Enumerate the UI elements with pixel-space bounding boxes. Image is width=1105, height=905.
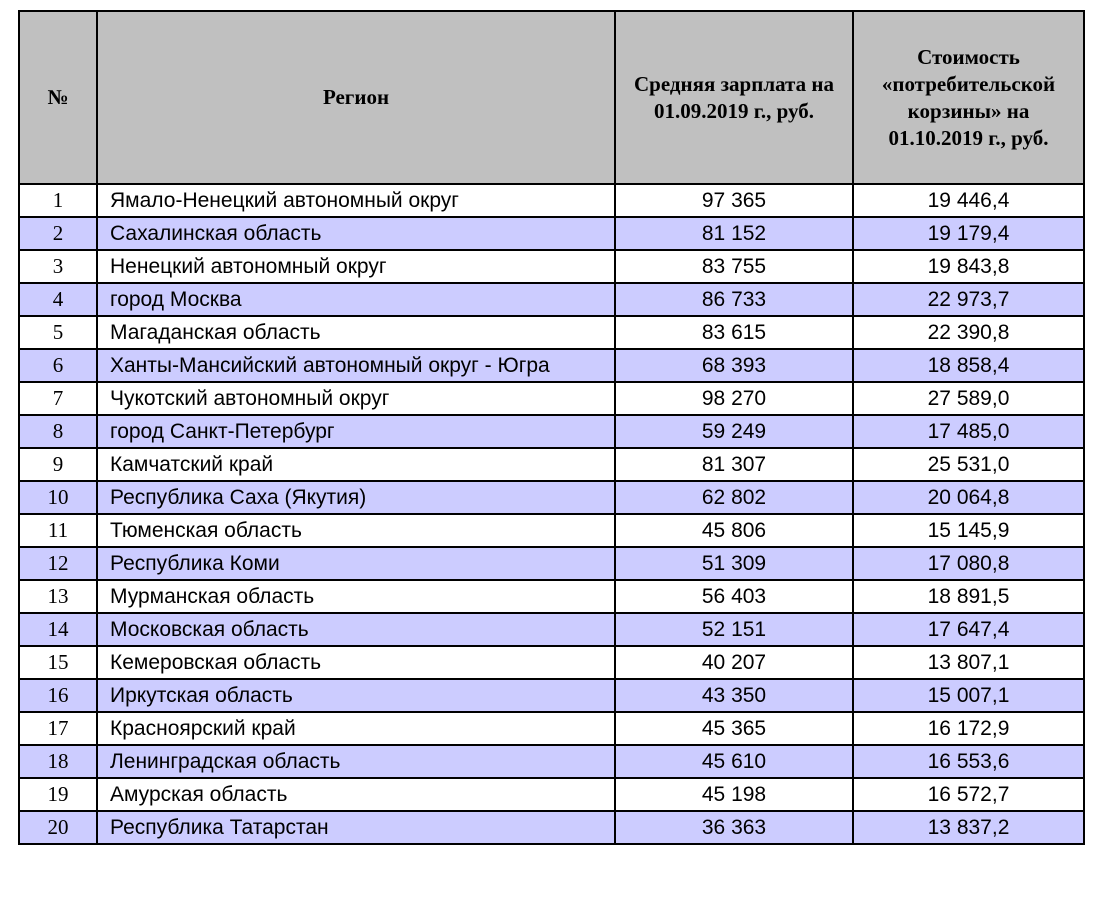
cell-num: 7 xyxy=(19,382,97,415)
cell-salary: 83 615 xyxy=(615,316,853,349)
cell-num: 20 xyxy=(19,811,97,844)
cell-region: Республика Татарстан xyxy=(97,811,615,844)
cell-basket: 17 080,8 xyxy=(853,547,1084,580)
cell-basket: 19 179,4 xyxy=(853,217,1084,250)
cell-basket: 16 572,7 xyxy=(853,778,1084,811)
cell-region: Красноярский край xyxy=(97,712,615,745)
cell-salary: 62 802 xyxy=(615,481,853,514)
table-row xyxy=(19,349,1084,382)
cell-salary: 36 363 xyxy=(615,811,853,844)
cell-salary: 97 365 xyxy=(615,184,853,217)
cell-basket: 17 647,4 xyxy=(853,613,1084,646)
header-salary: Средняя зарплата на 01.09.2019 г., руб. xyxy=(615,11,853,184)
cell-num: 17 xyxy=(19,712,97,745)
table-row xyxy=(19,184,1084,217)
cell-region: Ленинградская область xyxy=(97,745,615,778)
cell-num: 4 xyxy=(19,283,97,316)
cell-region: Республика Саха (Якутия) xyxy=(97,481,615,514)
cell-basket: 13 807,1 xyxy=(853,646,1084,679)
table-row xyxy=(19,580,1084,613)
cell-region: Тюменская область xyxy=(97,514,615,547)
cell-salary: 59 249 xyxy=(615,415,853,448)
cell-basket: 22 390,8 xyxy=(853,316,1084,349)
table-row xyxy=(19,613,1084,646)
table-row xyxy=(19,316,1084,349)
cell-num: 1 xyxy=(19,184,97,217)
table-row xyxy=(19,778,1084,811)
cell-num: 18 xyxy=(19,745,97,778)
cell-salary: 81 307 xyxy=(615,448,853,481)
cell-num: 16 xyxy=(19,679,97,712)
table-row xyxy=(19,448,1084,481)
cell-num: 8 xyxy=(19,415,97,448)
table-row xyxy=(19,481,1084,514)
cell-region: Камчатский край xyxy=(97,448,615,481)
cell-region: Магаданская область xyxy=(97,316,615,349)
cell-basket: 15 007,1 xyxy=(853,679,1084,712)
cell-region: Московская область xyxy=(97,613,615,646)
cell-num: 9 xyxy=(19,448,97,481)
cell-region: Иркутская область xyxy=(97,679,615,712)
cell-basket: 19 843,8 xyxy=(853,250,1084,283)
cell-region: Кемеровская область xyxy=(97,646,615,679)
table-row xyxy=(19,811,1084,844)
cell-salary: 40 207 xyxy=(615,646,853,679)
cell-region: Ямало-Ненецкий автономный округ xyxy=(97,184,615,217)
cell-salary: 81 152 xyxy=(615,217,853,250)
table-row xyxy=(19,745,1084,778)
cell-salary: 45 365 xyxy=(615,712,853,745)
header-basket: Стоимость «потребительской корзины» на 01.10.2019 г., руб. xyxy=(853,11,1084,184)
cell-salary: 43 350 xyxy=(615,679,853,712)
table-row xyxy=(19,514,1084,547)
cell-num: 6 xyxy=(19,349,97,382)
cell-salary: 86 733 xyxy=(615,283,853,316)
table-row xyxy=(19,283,1084,316)
cell-salary: 52 151 xyxy=(615,613,853,646)
table-body xyxy=(19,184,1084,844)
cell-basket: 18 891,5 xyxy=(853,580,1084,613)
cell-basket: 18 858,4 xyxy=(853,349,1084,382)
header-row xyxy=(19,11,1084,184)
cell-salary: 68 393 xyxy=(615,349,853,382)
region-salary-table xyxy=(18,10,1085,845)
cell-region: Республика Коми xyxy=(97,547,615,580)
cell-region: город Санкт-Петербург xyxy=(97,415,615,448)
cell-basket: 27 589,0 xyxy=(853,382,1084,415)
table-row xyxy=(19,382,1084,415)
cell-region: Сахалинская область xyxy=(97,217,615,250)
header-region: Регион xyxy=(97,11,615,184)
cell-num: 5 xyxy=(19,316,97,349)
cell-basket: 20 064,8 xyxy=(853,481,1084,514)
cell-salary: 45 806 xyxy=(615,514,853,547)
table-header xyxy=(19,11,1084,184)
cell-basket: 15 145,9 xyxy=(853,514,1084,547)
cell-num: 11 xyxy=(19,514,97,547)
cell-num: 19 xyxy=(19,778,97,811)
cell-basket: 16 553,6 xyxy=(853,745,1084,778)
cell-salary: 45 198 xyxy=(615,778,853,811)
table-row xyxy=(19,217,1084,250)
cell-num: 13 xyxy=(19,580,97,613)
table-row xyxy=(19,679,1084,712)
cell-num: 10 xyxy=(19,481,97,514)
cell-basket: 19 446,4 xyxy=(853,184,1084,217)
cell-region: город Москва xyxy=(97,283,615,316)
cell-salary: 83 755 xyxy=(615,250,853,283)
cell-num: 12 xyxy=(19,547,97,580)
table-row xyxy=(19,547,1084,580)
cell-salary: 51 309 xyxy=(615,547,853,580)
cell-basket: 13 837,2 xyxy=(853,811,1084,844)
cell-basket: 25 531,0 xyxy=(853,448,1084,481)
header-num: № xyxy=(19,11,97,184)
cell-salary: 56 403 xyxy=(615,580,853,613)
cell-salary: 98 270 xyxy=(615,382,853,415)
table-row xyxy=(19,646,1084,679)
cell-num: 14 xyxy=(19,613,97,646)
table-row xyxy=(19,250,1084,283)
cell-salary: 45 610 xyxy=(615,745,853,778)
cell-region: Амурская область xyxy=(97,778,615,811)
cell-num: 2 xyxy=(19,217,97,250)
cell-basket: 22 973,7 xyxy=(853,283,1084,316)
cell-num: 15 xyxy=(19,646,97,679)
table-row xyxy=(19,712,1084,745)
table-row xyxy=(19,415,1084,448)
cell-basket: 17 485,0 xyxy=(853,415,1084,448)
cell-region: Ненецкий автономный округ xyxy=(97,250,615,283)
cell-region: Чукотский автономный округ xyxy=(97,382,615,415)
cell-num: 3 xyxy=(19,250,97,283)
cell-region: Мурманская область xyxy=(97,580,615,613)
cell-region: Ханты-Мансийский автономный округ - Югра xyxy=(97,349,615,382)
cell-basket: 16 172,9 xyxy=(853,712,1084,745)
